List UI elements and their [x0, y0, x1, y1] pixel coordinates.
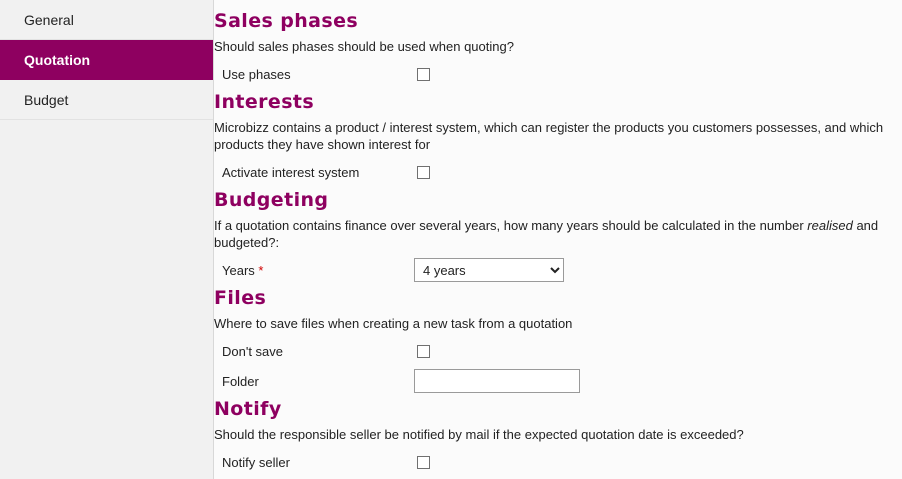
- sidebar-item-label: General: [24, 11, 74, 28]
- dont-save-row: [214, 338, 884, 364]
- sidebar-item-general[interactable]: [0, 0, 213, 40]
- notify-seller-label: Notify seller: [222, 454, 290, 470]
- section-title-interests: Interests: [214, 91, 315, 113]
- settings-sidebar: [0, 0, 214, 479]
- activate-interest-checkbox[interactable]: [417, 166, 430, 179]
- settings-content: [214, 0, 902, 479]
- sidebar-item-budget[interactable]: [0, 80, 213, 120]
- folder-label: Folder: [222, 373, 259, 389]
- sidebar-item-label: Quotation: [24, 51, 91, 68]
- years-select[interactable]: [414, 258, 564, 282]
- dont-save-checkbox[interactable]: [417, 345, 430, 358]
- folder-input[interactable]: [414, 369, 580, 393]
- budgeting-description-part1: If a quotation contains finance over several years, how many years should be calculated in the number: [214, 218, 808, 233]
- activate-interest-row: [214, 159, 884, 185]
- sidebar-item-quotation[interactable]: [0, 40, 213, 80]
- files-description: Where to save files when creating a new task from a quotation: [214, 316, 573, 331]
- years-row: [214, 257, 884, 283]
- use-phases-row: [214, 61, 884, 87]
- sales-phases-description: Should sales phases should be used when quoting?: [214, 39, 514, 54]
- folder-row: [214, 368, 884, 394]
- years-label: [214, 263, 414, 278]
- interests-description: Microbizz contains a product / interest system, which can register the products you customers possesses, and which products they have shown interest for: [214, 120, 884, 152]
- dont-save-label: Don't save: [222, 343, 284, 359]
- section-title-sales-phases: Sales phases: [214, 10, 359, 32]
- years-required-mark: *: [258, 262, 264, 278]
- section-title-files: Files: [214, 287, 267, 309]
- use-phases-label: Use phases: [222, 66, 291, 82]
- notify-description: Should the responsible seller be notified by mail if the expected quotation date is exceeded?: [214, 427, 744, 442]
- years-label-text: Years: [222, 262, 255, 278]
- use-phases-checkbox[interactable]: [417, 68, 430, 81]
- activate-interest-label: Activate interest system: [222, 164, 360, 180]
- sidebar-item-label: Budget: [24, 91, 69, 108]
- budgeting-description: [214, 217, 884, 251]
- notify-seller-checkbox[interactable]: [417, 456, 430, 469]
- budgeting-description-emphasis: realised: [807, 218, 853, 233]
- section-title-budgeting: Budgeting: [214, 189, 329, 211]
- budgeting-description-part2: and budgeted?:: [214, 218, 879, 250]
- notify-seller-row: [214, 449, 884, 475]
- section-title-notify: Notify: [214, 398, 282, 420]
